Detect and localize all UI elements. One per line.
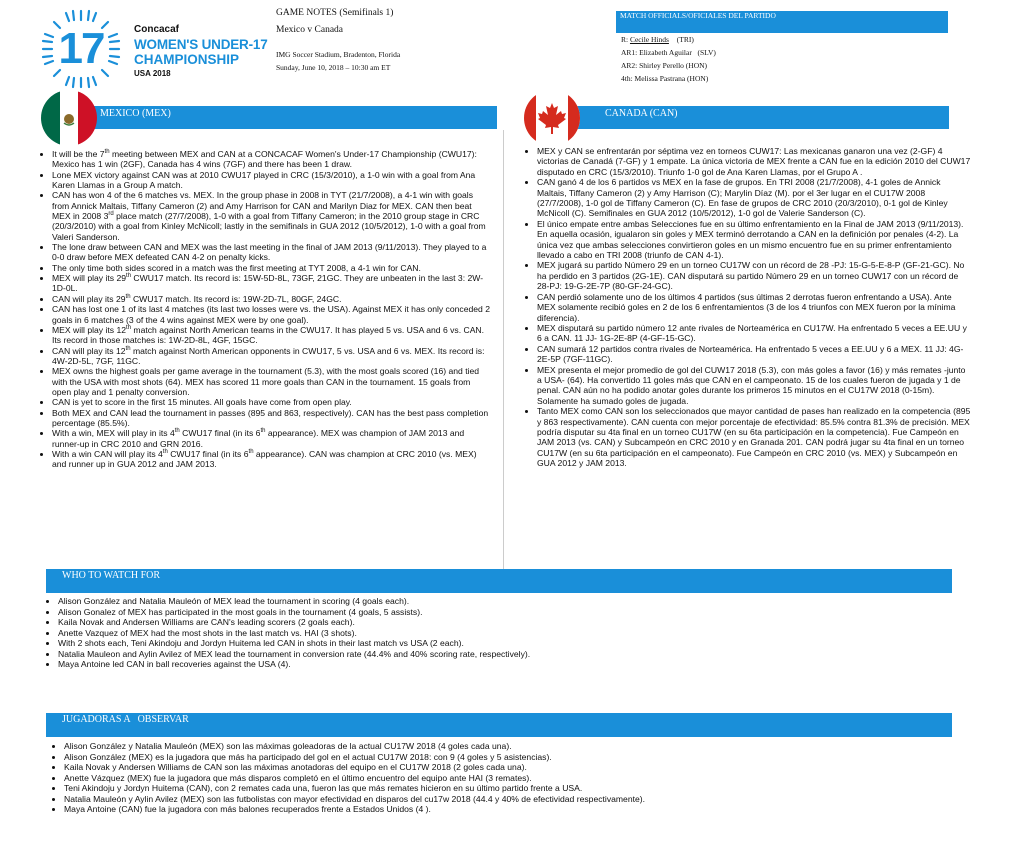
referee-name: Cecile Hinds [629,35,669,44]
logo-org: Concacaf [134,24,180,35]
list-item: • CAN will play its 12th match against North American opponents in CWU17, 5 vs. USA and 6 vs. MEX. Its record is: 4W-2D-5L, 7GF, 11GC. [52,346,490,367]
match-title: Mexico v Canada [276,25,344,35]
list-item: • Lone MEX victory against CAN was at 2010 CWU17 played in CRC (15/3/2010), a 1-0 win with a goal from Ana Karen Llamas in a Group A match. [52,170,490,191]
who-to-watch-list [40,596,980,670]
list-item: • Kaila Novak y Andersen Williams de CAN son las máximas anotadoras del equipo en el CU17W 2018 (2 goles cada una). [64,762,986,773]
list-item: • Alison González (MEX) es la jugadora que más ha participado del gol en el actual CU17W 2018: con 9 (4 goles y 5 asistencias). [64,752,986,763]
mex-bar [90,106,497,129]
list-item: • MEX y CAN se enfrentarán por séptima vez en torneos CUW17: Las mexicanas ganaron una vez (2-GF) 4 victorias de Canadá (7-GF) y 1 empate. La única victoria de MEX frente a CAN fue en la edición 2010 del CUW17 disputado en CRC (15/3/2010). Triunfo 1-0 gol de Ana Karen Llamas, por el Grupo A . [537,146,971,177]
can-label: CANADA (CAN) [605,108,678,119]
who-to-watch-bar [46,569,952,593]
officials-title: MATCH OFFICIALS/OFICIALES DEL PARTIDO [620,11,776,20]
list-item: • Alison Gonalez of MEX has participated in the most goals in the tournament (4 goals, 5 assists). [58,607,980,618]
jugadoras-list [46,741,986,815]
list-item: • Tanto MEX como CAN son los seleccionados que mayor cantidad de pases han realizado en la competencia (895 y 863 respectivamente). CAN cuenta con mejor porcentaje de efectividad: 85.5% contra 81.3% de precisión. MEX podría disputar su 4ta final en un torneo CU17W (en su 6ta participación en la competencia). Fue Campeón en JAM 2013 (vs. CAN) y Subcampeón en CRC 2010 y en Granada 201. CAN podrá jugar su 4ta final en un torneo CU17W (en su 6ta participación en el campeonato). Fue Campeón en CRC 2010 (vs. MEX) y Subcampeón en GUA 2012 y JAM 2013. [537,406,971,468]
tournament-logo [40,8,290,88]
list-item: • Maya Antoine (CAN) fue la jugadora con más balones recuperados frente a Estados Unidos (4 ). [64,804,986,815]
list-item: • El único empate entre ambas Selecciones fue en su último enfrentamiento en la Final de JAM 2013 (9/11/2013). En aquella ocasión, igualaron sin goles y MEX terminó derrotando a CAN en la definición por penales (4-2). La única vez que ambas selecciones convirtieron goles en un mismo encuentro fue en su primer enfrentamiento llevado a cabo en TRI 2008 (triunfo de CAN 4-1). [537,219,971,261]
list-item: • Anette Vázquez (MEX) fue la jugadora que más disparos completó en el último encuentro del equipo ante HAI (3 remates). [64,773,986,784]
list-item: • With a win, MEX will play in its 4th CWU17 final (in its 6th appearance). MEX was champion of JAM 2013 and runner-up in CRC 2010 and GRN 2016. [52,428,490,449]
list-item: • Anette Vazquez of MEX had the most shots in the last match vs. HAI (3 shots). [58,628,980,639]
mex-label: MEXICO (MEX) [100,108,171,119]
list-item: • MEX jugará su partido Número 29 en un torneo CU17W con un récord de 28 -PJ: 15-G-5-E-8-P (GF-21-GC). No ha perdido en 3 partidos (2G-1E). CAN disputará su partido Número 29 en un torneo CUW17 con un récord de 28-PJ: 19-G-2E-7P (80-GF-24-GC). [537,260,971,291]
list-item: • Maya Antoine led CAN in ball recoveries against the USA (4). [58,659,980,670]
list-item: • Alison González y Natalia Mauleón (MEX) son las máximas goleadoras de la actual CU17W 2018 (4 goles cada una). [64,741,986,752]
jugadoras-title: JUGADORAS A OBSERVAR [62,714,189,725]
venue: IMG Soccer Stadium, Bradenton, Florida [276,50,401,59]
list-item: • CAN sumará 12 partidos contra rivales de Norteamérica. Ha enfrentado 5 veces a EE.UU y 6 a MEX. 11 JJ: 4G-2E-5P (7GF-11GC). [537,344,971,365]
list-item: • MEX presenta el mejor promedio de gol del CUW17 2018 (5.3), con más goles a favor (16) y más remates -junto a USA- (64). Ha convertido 11 goles más que CAN en el campeonato. 15 de los cuales fueron de jugada y 1 de penal. CAN aún no ha podido anotar goles durante los primeros 15 minutos en el CU17W 2018 (0-15m). Solamente ha sumado goles de jugada. [537,365,971,407]
list-item: • Natalia Mauleon and Aylin Avilez of MEX lead the tournament in conversion rate (44.4% and 40% scoring rate, respectively). [58,649,980,660]
match-datetime: Sunday, June 10, 2018 – 10:30 am ET [276,63,391,72]
list-item: • MEX disputará su partido número 12 ante rivales de Norteamérica en CU17W. Ha enfrentado 5 veces a EE.UU y 6 a CAN. 11 JJ- 1G-2E-8P (4-GF-15-GC). [537,323,971,344]
assistant-referee-2: AR2: Shirley Perello (HON) [621,61,708,70]
jugadoras-bar [46,713,952,737]
logo-subtitle: USA 2018 [134,69,171,78]
list-item: • Alison González and Natalia Mauleón of MEX lead the tournament in scoring (4 goals each). [58,596,980,607]
list-item: • CAN ganó 4 de los 6 partidos vs MEX en la fase de grupos. En TRI 2008 (21/7/2008), 4-1 goles de Annick Maltais, Tiffany Cameron (2) y Amy Harrison (C); Marylin Díaz (M). por el 3er lugar en el CU17W 2008 (27/7/2008), 1-0 gol de Tiffany Cameron (C). En fase de grupos de CRC 2010 (20/3/2010), 0-1 gol de Kinley McNicoll (C). Semifinales en GUA 2012 (10/5/2012), 1-0 gol de Valerie Sanderson (C). [537,177,971,219]
canada-flag-icon [523,89,581,147]
list-item: • Kaila Novak and Andersen Williams are CAN's leading scorers (2 goals each). [58,617,980,628]
notes-spanish [519,146,971,469]
logo-number: 17 [58,24,104,73]
referee: R: Cecile Hinds (TRI) [621,35,694,44]
list-item: • It will be the 7th meeting between MEX and CAN at a CONCACAF Women's Under-17 Championship (CWU17): Mexico has 1 win (2GF), Canada has 4 wins (7GF) and there has been 1 draw. [52,149,490,170]
notes-english [34,149,490,470]
list-item: • MEX will play its 29th CWU17 match. Its record is: 15W-5D-8L, 73GF, 21GC. They are unbeaten in the last 3: 2W-1D-0L. [52,273,490,294]
officials-bar [616,11,948,33]
list-item: • Both MEX and CAN lead the tournament in passes (895 and 863, respectively). CAN has the best pass completion percentage (85.5%). [52,408,490,429]
assistant-referee-1: AR1: Elizabeth Aguilar (SLV) [621,48,716,57]
list-item: • MEX will play its 12th match against North American teams in the CWU17. It has played 5 vs. USA and 6 vs. CAN. Its record in those matches is: 1W-2D-8L, 4GF, 15GC. [52,325,490,346]
list-item: • CAN is yet to score in the first 15 minutes. All goals have come from open play. [52,397,490,407]
list-item: • With 2 shots each, Teni Akindoju and Jordyn Huitema led CAN in shots in their last match vs USA (2 each). [58,638,980,649]
list-item: • The lone draw between CAN and MEX was the last meeting in the final of JAM 2013 (9/11/2013). They played to a 0-0 draw before MEX defeated CAN 4-2 on penalty kicks. [52,242,490,263]
list-item: • The only time both sides scored in a match was the first meeting at TYT 2008, a 4-1 win for CAN. [52,263,490,273]
list-item: • MEX owns the highest goals per game average in the tournament (5.3), with the most goals scored (16) and tied with the USA with most shots (64). MEX has scored 11 more goals than CAN in the tournament. 15 goals from open play and 1 penalty conversion. [52,366,490,397]
who-to-watch-title: WHO TO WATCH FOR [62,570,161,581]
list-item: • CAN perdió solamente uno de los últimos 4 partidos (sus últimas 2 derrotas fueron enfrentando a USA). Ante MEX solamente recibió goles en 2 de los 6 enfrentamientos (3 de los 4 triunfos con MEX fueron por la mínima diferencia). [537,292,971,323]
list-item: • With a win CAN will play its 4th CWU17 final (in its 6th appearance). CAN was champion at CRC 2010 (vs. MEX) and runner up in GUA 2012 and JAM 2013. [52,449,490,470]
list-item: • CAN will play its 29th CWU17 match. Its record is: 19W-2D-7L, 80GF, 24GC. [52,294,490,304]
list-item: • CAN has lost one 1 of its last 4 matches (its last two losses were vs. the USA). Against MEX it has only conceded 2 goals in 6 matches (3 of the 4 wins against MEX were by one goal). [52,304,490,325]
logo-title-2: CHAMPIONSHIP [134,52,240,67]
list-item: • Natalia Mauleón y Aylin Avilez (MEX) son las futbolistas con mayor efectividad en disparos del cu17w 2018 (44.4 y 40% de efectividad respectivamente). [64,794,986,805]
game-notes-title: GAME NOTES (Semifinals 1) [276,8,394,18]
list-item: • CAN has won 4 of the 6 matches vs. MEX. In the group phase in 2008 in TYT (21/7/2008), a 4-1 win with goals from Annick Maltais, Tiffany Cameron (2) and Amy Harrison for CAN and Marilyn Diaz for MEX. CAN then beat MEX in 2008 3rd place match (27/7/2008), 1-0 with a goal from Tiffany Cameron; in the 2010 group stage in CRC (20/3/2010) with a goal from Kinley McNicoll; lastly in the semifinals in GUA 2012 (10/5/2012), 1-0 with a goal from Valeri Sanderson. [52,190,490,242]
list-item: • Teni Akindoju y Jordyn Huitema (CAN), con 2 remates cada una, fueron las que más remates hicieron en su último partido frente a USA. [64,783,986,794]
column-divider [503,130,504,570]
logo-title-1: WOMEN'S UNDER-17 [134,37,268,52]
fourth-official: 4th: Melissa Pastrana (HON) [621,74,709,83]
mexico-flag-icon [40,89,98,147]
can-bar [577,106,949,129]
